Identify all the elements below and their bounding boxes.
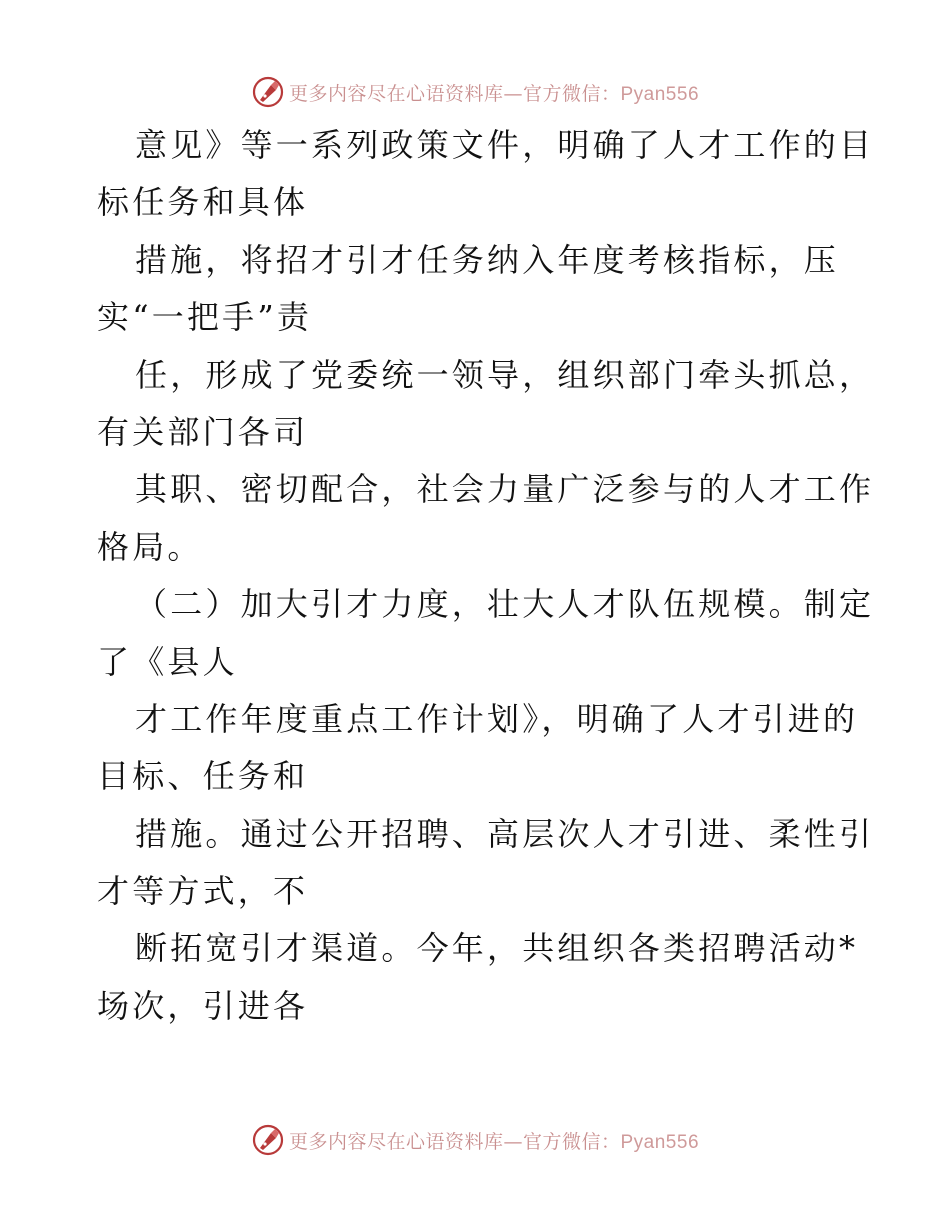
text-line: 其职、密切配合，社会力量广泛参与的人才工作 [135, 470, 875, 509]
document-body [97, 117, 875, 1035]
text-line: （二）加大引才力度，壮大人才队伍规模。制定 [135, 585, 875, 624]
text-line: 格局。 [97, 527, 203, 566]
text-line: 标任务和具体 [97, 183, 309, 222]
watermark-text: 更多内容尽在心语资料库—官方微信：Pyan556 [288, 1130, 700, 1153]
text-line: 任，形成了党委统一领导，组织部门牵头抓总， [135, 355, 875, 394]
pen-nib-logo-icon [251, 75, 285, 109]
text-line: 措施。通过公开招聘、高层次人才引进、柔性引 [135, 814, 875, 853]
pen-nib-logo-icon [251, 1123, 285, 1157]
text-line: 有关部门各司 [97, 412, 309, 451]
text-line: 实“一把手”责 [97, 298, 313, 337]
text-line: 才工作年度重点工作计划》，明确了人才引进的 [135, 699, 859, 738]
text-line: 措施，将招才引才任务纳入年度考核指标，压 [135, 240, 840, 279]
text-line: 目标、任务和 [97, 757, 309, 796]
wechat-id: Pyan556 [620, 1131, 700, 1153]
text-line: 意见》等一系列政策文件，明确了人才工作的目 [135, 126, 875, 164]
footer-watermark [0, 1120, 950, 1160]
text-line: 了《县人 [97, 642, 238, 681]
text-line: 场次，引进各 [97, 986, 309, 1025]
header-watermark [0, 72, 950, 112]
wechat-id: Pyan556 [620, 83, 700, 105]
text-line: 才等方式，不 [97, 872, 309, 911]
watermark-text: 更多内容尽在心语资料库—官方微信：Pyan556 [288, 82, 700, 105]
text-line: 断拓宽引才渠道。今年，共组织各类招聘活动* [135, 929, 859, 968]
